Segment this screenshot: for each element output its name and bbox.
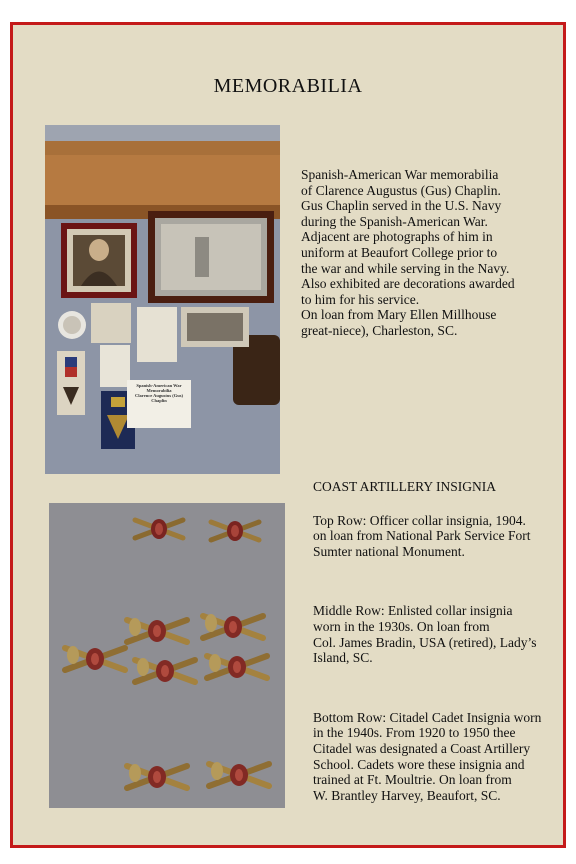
insignia-photo bbox=[49, 503, 285, 808]
row-line: in the 1940s. From 1920 to 1950 thee bbox=[313, 725, 516, 741]
bottom-row-text bbox=[313, 710, 563, 804]
description-line: Adjacent are photographs of him in bbox=[301, 229, 493, 245]
description-line: On loan from Mary Ellen Millhouse bbox=[301, 307, 497, 323]
description-line: during the Spanish-American War. bbox=[301, 213, 488, 229]
top-row-text bbox=[313, 513, 563, 560]
description-line: Also exhibited are decorations awarded bbox=[301, 276, 515, 292]
row-line: Col. James Bradin, USA (retired), Lady’s bbox=[313, 634, 537, 650]
row-line: worn in the 1930s. On loan from bbox=[313, 618, 490, 634]
section-heading: COAST ARTILLERY INSIGNIA bbox=[313, 479, 496, 494]
row-line: W. Brantley Harvey, Beaufort, SC. bbox=[313, 787, 501, 803]
row-line: Top Row: Officer collar insignia, 1904. bbox=[313, 512, 526, 528]
memorabilia-photo bbox=[45, 125, 280, 474]
row-line: Citadel was designated a Coast Artillery bbox=[313, 740, 531, 756]
description-line: to him for his service. bbox=[301, 291, 420, 307]
row-line: Bottom Row: Citadel Cadet Insignia worn bbox=[313, 709, 542, 725]
exhibit-panel bbox=[10, 22, 566, 848]
row-line: trained at Ft. Moultrie. On loan from bbox=[313, 772, 512, 788]
description-line: Gus Chaplin served in the U.S. Navy bbox=[301, 198, 502, 214]
middle-row-text bbox=[313, 603, 563, 665]
row-line: Island, SC. bbox=[313, 650, 373, 666]
row-line: School. Cadets wore these insignia and bbox=[313, 756, 525, 772]
description-line: the war and while serving in the Navy. bbox=[301, 260, 510, 276]
insignia-image bbox=[49, 503, 285, 808]
insignia-description bbox=[313, 479, 563, 803]
row-line: on loan from National Park Service Fort bbox=[313, 528, 531, 544]
row-line: Sumter national Monument. bbox=[313, 543, 465, 559]
description-line: Spanish-American War memorabilia bbox=[301, 167, 499, 182]
description-line: uniform at Beaufort College prior to bbox=[301, 244, 498, 260]
page-title: MEMORABILIA bbox=[213, 75, 363, 97]
description-line: of Clarence Augustus (Gus) Chaplin. bbox=[301, 182, 501, 198]
description-line: great-niece), Charleston, SC. bbox=[301, 322, 458, 338]
memorabilia-description bbox=[301, 167, 563, 339]
row-line: Middle Row: Enlisted collar insignia bbox=[313, 603, 513, 619]
display-caption-card: Spanish-American War Memorabilia Clarence Augustus (Gus) Chaplin bbox=[127, 380, 191, 428]
